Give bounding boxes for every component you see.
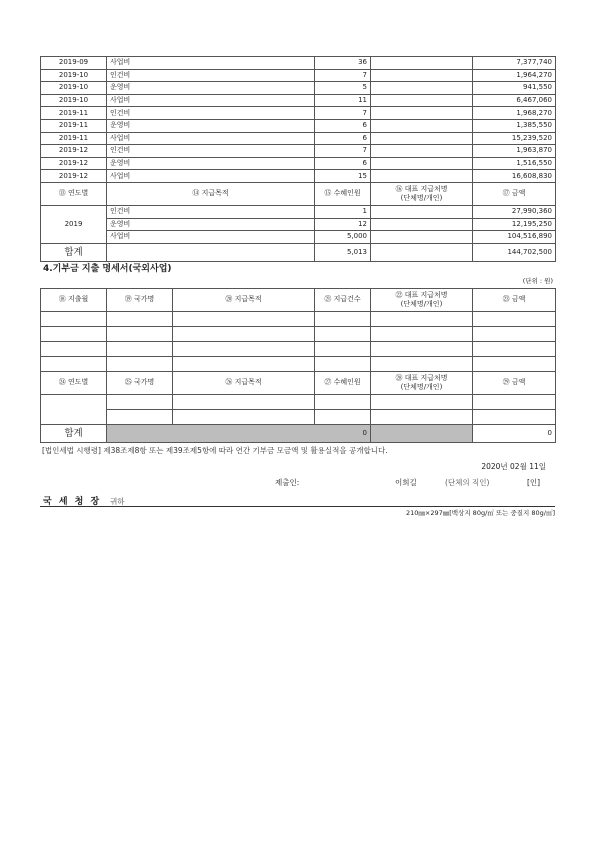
- header-purpose: ⑳ 지급목적: [173, 288, 315, 311]
- header-purpose: ⑭ 지급목적: [107, 182, 315, 205]
- header-representative-line1: ㉒ 대표 지급처명: [395, 290, 448, 299]
- yearly-type: 사업비: [107, 231, 315, 244]
- header-representative-line2: (단체명/개인): [400, 382, 443, 391]
- total-amount: 144,702,500: [473, 243, 556, 261]
- overseas-row: [41, 326, 556, 341]
- submitter-line: [40, 477, 555, 491]
- header-year: ㉔ 연도별: [41, 371, 107, 394]
- count-cell: 5: [315, 82, 371, 95]
- count-cell: 6: [315, 157, 371, 170]
- monthly-row: [41, 145, 556, 158]
- type-cell: 인건비: [107, 69, 315, 82]
- header-country: ⑲ 국가명: [107, 288, 173, 311]
- header-purpose: ㉖ 지급목적: [173, 371, 315, 394]
- amount-cell: 7,377,740: [473, 57, 556, 70]
- overseas-yearly-row: [41, 394, 556, 409]
- header-amount: ㉓ 금액: [473, 288, 556, 311]
- total-label: 합계: [41, 424, 107, 442]
- type-cell: 운영비: [107, 82, 315, 95]
- total-blank: [107, 243, 315, 261]
- submitter-name: 이희길: [395, 477, 417, 487]
- month-cell: 2019-11: [41, 119, 107, 132]
- legal-note: [법인세법 시행령] 제38조제8항 또는 제39조제5항에 따라 연간 기부금 모금액 및 활용실적을 공개합니다.: [42, 445, 388, 455]
- count-cell: 6: [315, 132, 371, 145]
- header-representative: [371, 288, 473, 311]
- overseas-row: [41, 311, 556, 326]
- monthly-row: [41, 170, 556, 183]
- yearly-count: 5,000: [315, 231, 371, 244]
- overseas-total-row: [41, 424, 556, 442]
- document-page: [40, 56, 555, 517]
- type-cell: 운영비: [107, 119, 315, 132]
- type-cell: 사업비: [107, 132, 315, 145]
- rep-cell: [371, 170, 473, 183]
- header-year: ⑬ 연도별: [41, 182, 107, 205]
- yearly-header-row: [41, 182, 556, 205]
- month-cell: 2019-09: [41, 57, 107, 70]
- yearly-count: 12: [315, 218, 371, 231]
- overseas-yearly-row: [41, 409, 556, 424]
- header-count: ㉑ 지급건수: [315, 288, 371, 311]
- yearly-amount: 104,516,890: [473, 231, 556, 244]
- header-amount: ⑰ 금액: [473, 182, 556, 205]
- count-cell: 7: [315, 107, 371, 120]
- amount-cell: 1,963,870: [473, 145, 556, 158]
- recipient-name: 국 세 청 장: [43, 496, 102, 507]
- amount-cell: 1,385,550: [473, 119, 556, 132]
- count-cell: 7: [315, 69, 371, 82]
- rep-cell: [371, 145, 473, 158]
- yearly-count: 1: [315, 205, 371, 218]
- domestic-expense-table: [40, 56, 556, 262]
- month-cell: 2019-11: [41, 107, 107, 120]
- header-representative-line1: ㉘ 대표 지급처명: [395, 373, 448, 382]
- total-amount: 0: [473, 424, 556, 442]
- yearly-year: 2019: [41, 205, 107, 243]
- amount-cell: 16,608,830: [473, 170, 556, 183]
- monthly-row: [41, 119, 556, 132]
- type-cell: 사업비: [107, 57, 315, 70]
- rep-cell: [371, 132, 473, 145]
- month-cell: 2019-12: [41, 157, 107, 170]
- count-cell: 11: [315, 94, 371, 107]
- month-cell: 2019-10: [41, 94, 107, 107]
- count-cell: 15: [315, 170, 371, 183]
- monthly-row: [41, 57, 556, 70]
- header-representative-line2: (단체명/개인): [400, 299, 443, 308]
- month-cell: 2019-10: [41, 69, 107, 82]
- header-representative-line2: (단체명/개인): [400, 193, 443, 202]
- header-amount: ㉙ 금액: [473, 371, 556, 394]
- yearly-rep: [371, 218, 473, 231]
- month-cell: 2019-11: [41, 132, 107, 145]
- recipient-suffix: 귀하: [110, 496, 125, 506]
- yearly-row: [41, 205, 556, 218]
- month-cell: 2019-12: [41, 170, 107, 183]
- total-count: 0: [107, 424, 371, 442]
- recipient-line: [40, 494, 555, 506]
- amount-cell: 15,239,520: [473, 132, 556, 145]
- yearly-type: 인건비: [107, 205, 315, 218]
- amount-cell: 1,964,270: [473, 69, 556, 82]
- type-cell: 사업비: [107, 170, 315, 183]
- section4-title: 4.기부금 지출 명세서(국외사업): [43, 263, 172, 274]
- rep-cell: [371, 119, 473, 132]
- monthly-row: [41, 82, 556, 95]
- submission-date: 2020년 02월 11일: [481, 461, 546, 471]
- count-cell: 6: [315, 119, 371, 132]
- type-cell: 인건비: [107, 145, 315, 158]
- rep-cell: [371, 57, 473, 70]
- rep-cell: [371, 107, 473, 120]
- yearly-amount: 12,195,250: [473, 218, 556, 231]
- overseas-row: [41, 341, 556, 356]
- yearly-row: [41, 218, 556, 231]
- amount-cell: 1,516,550: [473, 157, 556, 170]
- month-cell: 2019-12: [41, 145, 107, 158]
- amount-cell: 941,550: [473, 82, 556, 95]
- header-month: ⑱ 지출월: [41, 288, 107, 311]
- total-rep-blank: [371, 243, 473, 261]
- count-cell: 7: [315, 145, 371, 158]
- monthly-row: [41, 132, 556, 145]
- type-cell: 운영비: [107, 157, 315, 170]
- header-recipients: ㉗ 수혜인원: [315, 371, 371, 394]
- monthly-row: [41, 107, 556, 120]
- header-recipients: ⑮ 수혜인원: [315, 182, 371, 205]
- total-rep-gray: [371, 424, 473, 442]
- paper-spec-footer: 210㎜×297㎜[백상지 80g/㎡ 또는 중질지 80g/㎡]: [40, 506, 555, 517]
- total-count: 5,013: [315, 243, 371, 261]
- submitter-label: 제출인:: [275, 477, 300, 487]
- monthly-rows: [41, 57, 556, 183]
- header-representative-line1: ⑯ 대표 지급처명: [395, 184, 448, 193]
- yearly-rep: [371, 205, 473, 218]
- seal-mark: [인]: [527, 477, 541, 487]
- header-country: ㉕ 국가명: [107, 371, 173, 394]
- rep-cell: [371, 69, 473, 82]
- rep-cell: [371, 94, 473, 107]
- monthly-row: [41, 69, 556, 82]
- yearly-rep: [371, 231, 473, 244]
- yearly-row: [41, 231, 556, 244]
- overseas-expense-table: [40, 288, 556, 443]
- yearly-total-row: [41, 243, 556, 261]
- type-cell: 사업비: [107, 94, 315, 107]
- yearly-amount: 27,990,360: [473, 205, 556, 218]
- header-representative: [371, 371, 473, 394]
- type-cell: 인건비: [107, 107, 315, 120]
- rep-cell: [371, 157, 473, 170]
- monthly-row: [41, 94, 556, 107]
- header-representative: [371, 182, 473, 205]
- total-label: 합계: [41, 243, 107, 261]
- overseas-row: [41, 356, 556, 371]
- unit-label: (단위 : 원): [522, 276, 553, 285]
- overseas-yearly-header-row: [41, 371, 556, 394]
- monthly-row: [41, 157, 556, 170]
- amount-cell: 1,968,270: [473, 107, 556, 120]
- overseas-header-row: [41, 288, 556, 311]
- count-cell: 36: [315, 57, 371, 70]
- month-cell: 2019-10: [41, 82, 107, 95]
- amount-cell: 6,467,060: [473, 94, 556, 107]
- yearly-type: 운영비: [107, 218, 315, 231]
- rep-cell: [371, 82, 473, 95]
- submitter-role: (단체의 직인): [445, 477, 490, 487]
